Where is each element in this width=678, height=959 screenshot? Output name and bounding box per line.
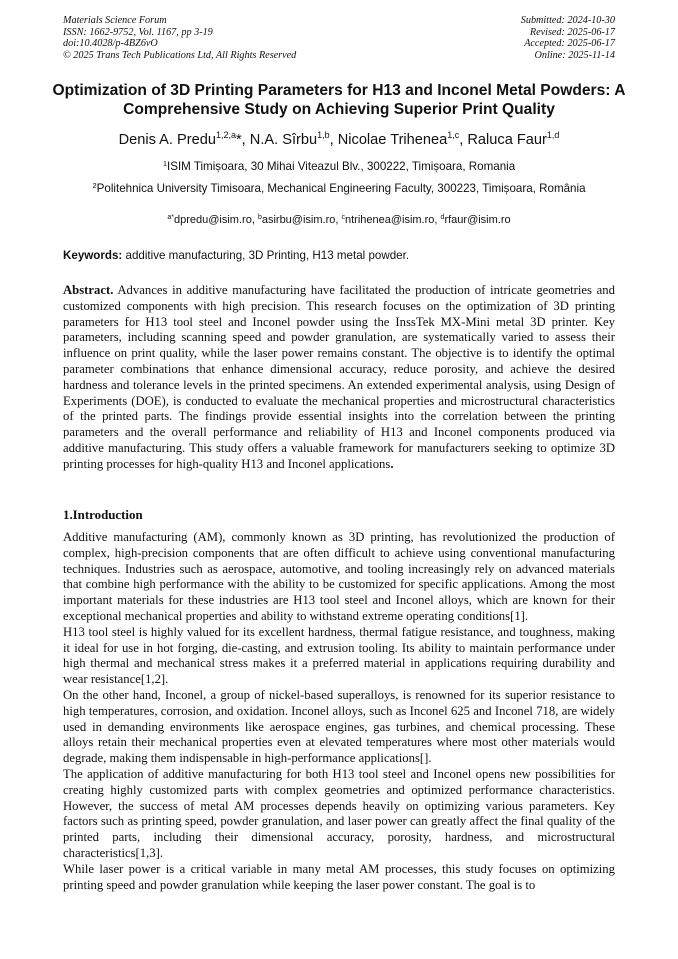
journal-info <box>63 15 296 61</box>
copyright: © 2025 Trans Tech Publications Ltd, All Rights Reserved <box>63 49 297 61</box>
email-link[interactable]: dpredu@isim.ro <box>174 214 252 226</box>
abstract: Abstract. Advances in additive manufacturing have facilitated the production of intricate geometries and customized components with high precision. This research focuses on the optimization of 3D printing parameters for H13 tool steel and Inconel powder using the InssTek MX-Mini metal 3D printer. Key parameters, including scanning speed and powder granulation, are systematically varied to assess their influence on print quality, while the laser power remains constant. The objective is to identify the optimal parameter combinations that enhance dimensional accuracy, reduce porosity, and achieve the desired hardness and tolerance levels in the printed specimens. An extended experimental analysis, using Design of Experiments (DOE), is conducted to evaluate the mechanical properties and microstructural characteristics of the printed parts. The findings provide essential insights into the correlation between the printing parameters and the overall performance and reliability of H13 and Inconel components produced via additive manufacturing. This study offers a valuable framework for manufacturers seeking to optimize 3D printing processes for high-quality H13 and Inconel applications. <box>63 283 615 471</box>
paragraph: On the other hand, Inconel, a group of nickel-based superalloys, is renowned for its superior resistance to high temperatures, corrosion, and oxidation. Inconel alloys, such as Inconel 625 and Inconel 718, are widely used in demanding environments like aerospace engines, gas turbines, and chemical processing. These alloys retain their mechanical properties even at elevated temperatures where most other materials would degrade, making them indispensable in high-performance applications[]. <box>63 687 615 766</box>
date-revised: Revised: 2025-06-17 <box>529 26 615 38</box>
publication-dates <box>521 15 615 61</box>
journal-doi[interactable]: doi:10.4028/p-4BZ6vO <box>63 38 158 50</box>
date-submitted: Submitted: 2024-10-30 <box>520 15 615 26</box>
affiliation: $^1$ISIM Timișoara, 30 Mihai Viteazul Blv., 300222, Timișoara, Romania <box>162 159 516 173</box>
date-online: Online: 2025-11-14 <box>534 49 615 61</box>
paragraph: H13 tool steel is highly valued for its excellent hardness, thermal fatigue resistance, and toughness, making it ideal for use in hot forging, die-casting, and extrusion tooling. Its ability to maintain performance under high thermal and mechanical stress makes it a preferred material in applications requiring durability and wear resistance[1,2]. <box>63 624 615 687</box>
keywords-label: Keywords: <box>63 249 123 262</box>
email-link[interactable]: rfaur@isim.ro <box>444 214 511 226</box>
email-link[interactable]: ntrihenea@isim.ro <box>344 214 435 226</box>
paragraph: While laser power is a critical variable in many metal AM processes, this study focuses on optimizing printing speed and powder granulation while keeping the laser power constant. The goal is to <box>63 861 615 892</box>
author-emails: $^{a*}$dpredu@isim.ro, $^b$asirbu@isim.ro, $^c$ntrihenea@isim.ro, $^d$rfaur@isim.ro <box>167 214 511 226</box>
paragraph: The application of additive manufacturing for both H13 tool steel and Inconel opens new possibilities for creating highly customized parts with complex geometries and optimized performance characteristics. However, the success of metal AM processes depends heavily on optimizing various parameters. Key factors such as printing speed, powder granulation, and laser power can greatly affect the final quality of the printed parts, including their dimensional accuracy, porosity, hardness, and microstructural characteristics[1,3]. <box>63 766 615 860</box>
author-list <box>40 130 638 148</box>
author: Denis A. Predu$^{1,2,a}$*, <box>118 130 250 148</box>
author: Raluca Faur$^{1,d}$ <box>467 130 560 148</box>
section-heading: 1.Introduction <box>63 508 143 522</box>
introduction-body <box>63 530 615 893</box>
date-accepted: Accepted: 2025-06-17 <box>524 38 615 50</box>
paper-title: Optimization of 3D Printing Parameters for H13 and Inconel Metal Powders: A Comprehensive Study on Achieving Superior Print Quality <box>52 82 626 118</box>
email-link[interactable]: asirbu@isim.ro <box>261 214 336 226</box>
abstract-text: Advances in additive manufacturing have facilitated the production of intricate geometries and customized components with high precision. This research focuses on the optimization of 3D printing parameters for H13 tool steel and Inconel powder using the InssTek MX-Mini metal 3D printer. Key parameters, including scanning speed and powder granulation, are systematically varied to assess their influence on print quality, while the laser power remains constant. The objective is to identify the optimal parameter combinations that enhance dimensional accuracy, reduce porosity, and achieve the desired hardness and tolerance levels in the printed specimens. An extended experimental analysis, using Design of Experiments (DOE), is conducted to evaluate the mechanical properties and microstructural characteristics of the printed parts. The findings provide essential insights into the correlation between the printing parameters and the overall performance and reliability of H13 and Inconel components produced via additive manufacturing. This study offers a valuable framework for manufacturers seeking to optimize 3D printing processes for high-quality H13 and Inconel applications <box>63 283 615 471</box>
affiliation: $^2$Politehnica University Timisoara, Mechanical Engineering Faculty, 300223, Timișoara, România <box>92 181 586 195</box>
abstract-label: Abstract. <box>63 283 114 297</box>
keywords <box>63 249 615 262</box>
journal-name: Materials Science Forum <box>63 15 167 26</box>
paragraph: Additive manufacturing (AM), commonly known as 3D printing, has revolutionized the production of complex, high-precision components that are often difficult to achieve using conventional manufacturing techniques. Industries such as aerospace, automotive, and tooling increasingly rely on advanced materials that combine high performance with the ability to be customized for specific applications. Among the most important materials for these industries are H13 tool steel and Inconel alloys, which are known for their exceptional mechanical properties and ability to withstand extreme operating conditions[1]. <box>63 530 615 623</box>
author: N.A. Sîrbu$^{1,b}$, <box>249 130 338 148</box>
journal-issn: ISSN: 1662-9752, Vol. 1167, pp 3-19 <box>63 26 213 38</box>
author: Nicolae Trihenea$^{1,c}$, <box>337 130 468 148</box>
keywords-text: additive manufacturing, 3D Printing, H13 metal powder. <box>122 249 410 262</box>
